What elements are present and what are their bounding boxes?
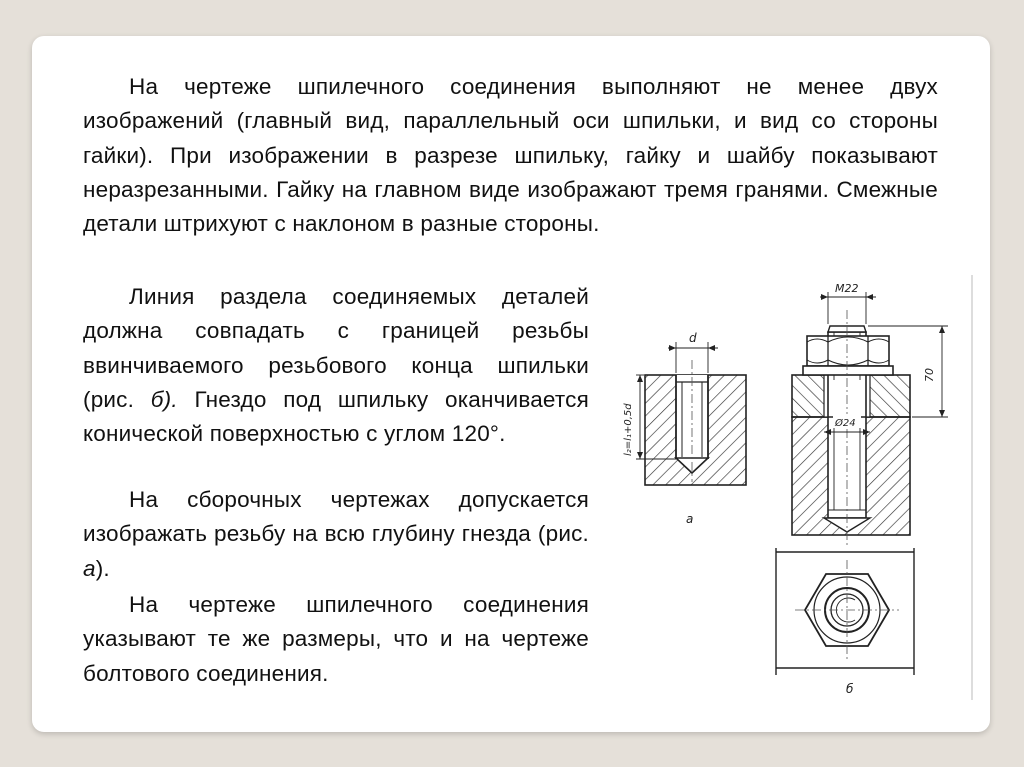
caption-b: б (846, 682, 854, 696)
text-run: Линия раздела соединяемых деталей должна совпадать с границей резьбы ввинчиваемого резьбового конца шпильки (рис. (83, 284, 589, 412)
label-depth: l₂=l₁+0,5d (623, 403, 634, 456)
stud-joint-drawing (600, 270, 980, 710)
label-dia24: Ø24 (835, 418, 856, 429)
text-run: Гнездо под шпильку оканчивается конической поверхностью с углом 120°. (83, 386, 589, 447)
text-run: ). (95, 555, 110, 581)
label-d: d (689, 331, 697, 345)
label-m22: M22 (835, 282, 859, 295)
text-run: На сборочных чертежах допускается изображать резьбу на всю глубину гнезда (рис. (83, 487, 589, 547)
paragraph-parting-line (83, 280, 589, 451)
paragraph-dimensions: На чертеже шпилечного соединения указывают те же размеры, что и на чертеже болтового соединения. (83, 592, 589, 686)
paragraph-assembly (83, 483, 589, 586)
paragraph-intro: На чертеже шпилечного соединения выполняют не менее двух изображений (главный вид, параллельный оси шпильки, и вид со стороны гайки). При изображении в разрезе шпильку, гайку и шайбу показывают неразрезанными. Гайку на главном виде изображают тремя гранями. Смежные детали штрихуют с наклоном в разные стороны. (83, 74, 938, 237)
figure-a (623, 331, 746, 526)
text-run-italic: б). (150, 386, 178, 412)
figure-b-top-view (776, 548, 914, 696)
text-run-italic: а (83, 555, 96, 581)
figure-b-section (792, 282, 948, 545)
caption-a: а (686, 512, 694, 526)
label-70: 70 (923, 368, 936, 382)
